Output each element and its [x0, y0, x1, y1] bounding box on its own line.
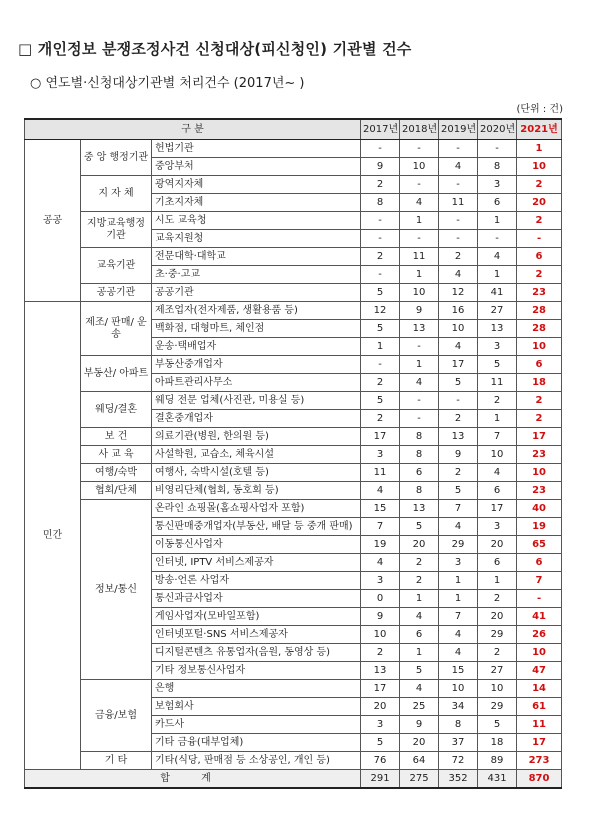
item-cell: 결혼중개업자 [152, 410, 361, 428]
unit-label: (단위 : 건) [516, 104, 563, 115]
value-cell: 1 [400, 266, 439, 284]
value-cell: 9 [439, 446, 478, 464]
value-cell-current-year: 17 [517, 734, 562, 752]
value-cell: 1 [478, 410, 517, 428]
value-cell: 7 [478, 428, 517, 446]
value-cell: 11 [400, 248, 439, 266]
value-cell: 27 [478, 302, 517, 320]
table-row [25, 446, 562, 464]
value-cell-current-year: 10 [517, 338, 562, 356]
total-row [25, 770, 562, 789]
subcategory-cell: 기 타 [81, 752, 152, 770]
value-cell: 9 [400, 302, 439, 320]
value-cell-current-year: 7 [517, 572, 562, 590]
value-cell: 3 [478, 518, 517, 536]
value-cell: 3 [478, 176, 517, 194]
item-cell: 광역지자체 [152, 176, 361, 194]
value-cell-current-year: 273 [517, 752, 562, 770]
item-cell: 인터넷, IPTV 서비스제공자 [152, 554, 361, 572]
item-cell: 부동산중개업자 [152, 356, 361, 374]
item-cell: 중앙부처 [152, 158, 361, 176]
value-cell: 15 [361, 500, 400, 518]
value-cell-current-year: 28 [517, 302, 562, 320]
value-cell: 18 [478, 734, 517, 752]
value-cell-current-year: 14 [517, 680, 562, 698]
table-row [25, 500, 562, 518]
item-cell: 기타(식당, 판매점 등 소상공인, 개인 등) [152, 752, 361, 770]
value-cell: - [400, 392, 439, 410]
value-cell: - [439, 176, 478, 194]
value-cell: 9 [400, 716, 439, 734]
value-cell: 2 [361, 248, 400, 266]
item-cell: 시도 교육청 [152, 212, 361, 230]
value-cell-current-year: 20 [517, 194, 562, 212]
value-cell-current-year: 23 [517, 284, 562, 302]
value-cell: 4 [400, 374, 439, 392]
item-cell: 헌법기관 [152, 140, 361, 158]
item-cell: 카드사 [152, 716, 361, 734]
value-cell: 12 [439, 284, 478, 302]
value-cell: 5 [439, 482, 478, 500]
value-cell: 13 [361, 662, 400, 680]
value-cell: 4 [361, 554, 400, 572]
table-row [25, 464, 562, 482]
subcategory-cell: 교육기관 [81, 248, 152, 284]
value-cell: 1 [400, 644, 439, 662]
table-row [25, 680, 562, 698]
value-cell: 17 [361, 680, 400, 698]
page-title: □ 개인정보 분쟁조정사건 신청대상(피신청인) 기관별 건수 [18, 40, 412, 58]
item-cell: 이동통신사업자 [152, 536, 361, 554]
value-cell-current-year: 65 [517, 536, 562, 554]
total-value: 431 [478, 770, 517, 789]
item-cell: 사설학원, 교습소, 체육시설 [152, 446, 361, 464]
value-cell: 20 [478, 536, 517, 554]
subcategory-cell: 금융/보험 [81, 680, 152, 752]
value-cell: 72 [439, 752, 478, 770]
value-cell: - [439, 230, 478, 248]
subcategory-cell: 지 자 체 [81, 176, 152, 212]
value-cell: 0 [361, 590, 400, 608]
value-cell-current-year: 28 [517, 320, 562, 338]
value-cell-current-year: 23 [517, 446, 562, 464]
value-cell: 13 [478, 320, 517, 338]
value-cell: 12 [361, 302, 400, 320]
value-cell-current-year: 11 [517, 716, 562, 734]
subcategory-cell: 제조/ 판매/ 운송 [81, 302, 152, 356]
value-cell: 7 [439, 500, 478, 518]
value-cell: 4 [478, 464, 517, 482]
value-cell: 16 [439, 302, 478, 320]
item-cell: 비영리단체(협회, 동호회 등) [152, 482, 361, 500]
item-cell: 운송·택배업자 [152, 338, 361, 356]
value-cell: 6 [478, 482, 517, 500]
value-cell: 10 [439, 320, 478, 338]
value-cell: 3 [439, 554, 478, 572]
table-row [25, 176, 562, 194]
item-cell: 여행사, 숙박시설(호텔 등) [152, 464, 361, 482]
header-year: 2017년 [361, 119, 400, 140]
value-cell: - [478, 140, 517, 158]
value-cell: 10 [361, 626, 400, 644]
value-cell-current-year: 19 [517, 518, 562, 536]
value-cell: 27 [478, 662, 517, 680]
value-cell-current-year: 23 [517, 482, 562, 500]
value-cell: 4 [439, 518, 478, 536]
value-cell: 17 [439, 356, 478, 374]
value-cell: 2 [478, 590, 517, 608]
table-row [25, 356, 562, 374]
value-cell: 3 [478, 338, 517, 356]
value-cell-current-year: 61 [517, 698, 562, 716]
value-cell-current-year: 6 [517, 356, 562, 374]
group-cell: 공공 [25, 140, 81, 302]
value-cell: 8 [478, 158, 517, 176]
subcategory-cell: 중 앙 행정기관 [81, 140, 152, 176]
total-label: 합 계 [25, 770, 361, 789]
value-cell: 13 [400, 320, 439, 338]
subcategory-cell: 웨딩/결혼 [81, 392, 152, 428]
value-cell: 5 [361, 320, 400, 338]
value-cell-current-year: 18 [517, 374, 562, 392]
value-cell: 11 [478, 374, 517, 392]
value-cell-current-year: 47 [517, 662, 562, 680]
value-cell: 20 [400, 536, 439, 554]
value-cell: 3 [361, 572, 400, 590]
value-cell: 19 [361, 536, 400, 554]
value-cell: 4 [361, 482, 400, 500]
table-row [25, 302, 562, 320]
header-year-current: 2021년 [517, 119, 562, 140]
value-cell: 15 [439, 662, 478, 680]
value-cell: 10 [400, 158, 439, 176]
table-row [25, 212, 562, 230]
value-cell: 2 [361, 644, 400, 662]
table-row [25, 140, 562, 158]
value-cell: 6 [400, 464, 439, 482]
value-cell: 1 [478, 212, 517, 230]
table-row [25, 752, 562, 770]
value-cell-current-year: - [517, 590, 562, 608]
header-year: 2018년 [400, 119, 439, 140]
value-cell: 10 [478, 446, 517, 464]
item-cell: 초·중·고교 [152, 266, 361, 284]
value-cell: 3 [361, 446, 400, 464]
total-value-current: 870 [517, 770, 562, 789]
value-cell: 41 [478, 284, 517, 302]
value-cell: 29 [478, 698, 517, 716]
value-cell: 5 [478, 356, 517, 374]
table-row [25, 392, 562, 410]
value-cell: 4 [439, 626, 478, 644]
value-cell: 2 [478, 644, 517, 662]
cases-by-organization-table [24, 118, 562, 789]
value-cell: 29 [439, 536, 478, 554]
value-cell: 2 [400, 554, 439, 572]
item-cell: 인터넷포털·SNS 서비스제공자 [152, 626, 361, 644]
value-cell-current-year: 17 [517, 428, 562, 446]
value-cell: 5 [400, 518, 439, 536]
value-cell-current-year: 2 [517, 176, 562, 194]
total-value: 291 [361, 770, 400, 789]
value-cell-current-year: 2 [517, 392, 562, 410]
value-cell: - [361, 356, 400, 374]
value-cell: 5 [439, 374, 478, 392]
value-cell: 2 [439, 248, 478, 266]
value-cell: 2 [439, 410, 478, 428]
item-cell: 은행 [152, 680, 361, 698]
value-cell: 6 [478, 554, 517, 572]
value-cell: 10 [439, 680, 478, 698]
item-cell: 제조업자(전자제품, 생활용품 등) [152, 302, 361, 320]
item-cell: 교육지원청 [152, 230, 361, 248]
value-cell: 13 [439, 428, 478, 446]
value-cell: 34 [439, 698, 478, 716]
header-year: 2020년 [478, 119, 517, 140]
value-cell: 5 [361, 392, 400, 410]
value-cell: 3 [361, 716, 400, 734]
value-cell: 1 [361, 338, 400, 356]
value-cell-current-year: 2 [517, 212, 562, 230]
item-cell: 기타 금융(대부업체) [152, 734, 361, 752]
value-cell: 2 [478, 392, 517, 410]
section-subtitle: ○ 연도별·신청대상기관별 처리건수 (2017년~ ) [30, 76, 305, 91]
value-cell: - [439, 212, 478, 230]
value-cell: - [361, 230, 400, 248]
value-cell-current-year: 6 [517, 248, 562, 266]
subcategory-cell: 사 교 육 [81, 446, 152, 464]
value-cell: - [400, 176, 439, 194]
value-cell: 89 [478, 752, 517, 770]
item-cell: 통신판매중개업자(부동산, 배달 등 중개 판매) [152, 518, 361, 536]
value-cell: 8 [439, 716, 478, 734]
value-cell: 7 [439, 608, 478, 626]
value-cell-current-year: 41 [517, 608, 562, 626]
item-cell: 게임사업자(모바일포함) [152, 608, 361, 626]
value-cell: - [439, 392, 478, 410]
value-cell: 8 [400, 428, 439, 446]
subcategory-cell: 부동산/ 아파트 [81, 356, 152, 392]
table-row [25, 428, 562, 446]
item-cell: 온라인 쇼핑몰(홈쇼핑사업자 포함) [152, 500, 361, 518]
item-cell: 통신과금사업자 [152, 590, 361, 608]
value-cell: 4 [439, 644, 478, 662]
value-cell-current-year: 2 [517, 410, 562, 428]
value-cell: - [400, 140, 439, 158]
value-cell-current-year: 6 [517, 554, 562, 572]
value-cell: 25 [400, 698, 439, 716]
value-cell-current-year: 10 [517, 158, 562, 176]
value-cell: 20 [400, 734, 439, 752]
value-cell: 4 [400, 194, 439, 212]
value-cell: 11 [361, 464, 400, 482]
item-cell: 보험회사 [152, 698, 361, 716]
item-cell: 기초지자체 [152, 194, 361, 212]
value-cell: 9 [361, 608, 400, 626]
value-cell: 2 [439, 464, 478, 482]
value-cell: - [361, 266, 400, 284]
value-cell: 8 [400, 446, 439, 464]
value-cell: 64 [400, 752, 439, 770]
header-category: 구 분 [25, 119, 361, 140]
value-cell: 20 [478, 608, 517, 626]
value-cell: 5 [361, 284, 400, 302]
item-cell: 웨딩 전문 업체(사진관, 미용실 등) [152, 392, 361, 410]
value-cell-current-year: 10 [517, 464, 562, 482]
value-cell: 1 [439, 590, 478, 608]
value-cell: 7 [361, 518, 400, 536]
subcategory-cell: 여행/숙박 [81, 464, 152, 482]
value-cell: 4 [439, 338, 478, 356]
total-value: 352 [439, 770, 478, 789]
value-cell: 4 [400, 608, 439, 626]
value-cell: - [439, 140, 478, 158]
value-cell: 1 [478, 266, 517, 284]
value-cell-current-year: 40 [517, 500, 562, 518]
item-cell: 공공기관 [152, 284, 361, 302]
value-cell: 1 [439, 572, 478, 590]
value-cell: 8 [361, 194, 400, 212]
value-cell-current-year: 26 [517, 626, 562, 644]
value-cell: 2 [361, 410, 400, 428]
value-cell: 5 [361, 734, 400, 752]
value-cell: 13 [400, 500, 439, 518]
value-cell: 17 [361, 428, 400, 446]
value-cell: 10 [400, 284, 439, 302]
table-header-row [25, 119, 562, 140]
value-cell-current-year: 1 [517, 140, 562, 158]
value-cell: 2 [361, 374, 400, 392]
item-cell: 기타 정보통신사업자 [152, 662, 361, 680]
value-cell: 4 [400, 680, 439, 698]
subcategory-cell: 지방교육행정기관 [81, 212, 152, 248]
value-cell: 1 [478, 572, 517, 590]
value-cell: 1 [400, 590, 439, 608]
value-cell: 6 [478, 194, 517, 212]
value-cell: 5 [400, 662, 439, 680]
item-cell: 아파트관리사무소 [152, 374, 361, 392]
header-year: 2019년 [439, 119, 478, 140]
value-cell: 11 [439, 194, 478, 212]
item-cell: 방송·언론 사업자 [152, 572, 361, 590]
value-cell: - [400, 230, 439, 248]
subcategory-cell: 공공기관 [81, 284, 152, 302]
value-cell: - [361, 212, 400, 230]
value-cell: 8 [400, 482, 439, 500]
value-cell: 10 [478, 680, 517, 698]
value-cell: 6 [400, 626, 439, 644]
value-cell: 4 [439, 266, 478, 284]
item-cell: 의료기관(병원, 한의원 등) [152, 428, 361, 446]
value-cell: 37 [439, 734, 478, 752]
table-row [25, 248, 562, 266]
value-cell-current-year: 2 [517, 266, 562, 284]
value-cell: - [400, 338, 439, 356]
group-cell: 민간 [25, 302, 81, 770]
item-cell: 백화점, 대형마트, 체인점 [152, 320, 361, 338]
subcategory-cell: 정보/통신 [81, 500, 152, 680]
value-cell: 2 [400, 572, 439, 590]
value-cell: 9 [361, 158, 400, 176]
value-cell: 4 [439, 158, 478, 176]
item-cell: 디지털콘텐츠 유통업자(음원, 동영상 등) [152, 644, 361, 662]
value-cell: 29 [478, 626, 517, 644]
value-cell: - [361, 140, 400, 158]
total-value: 275 [400, 770, 439, 789]
value-cell: 20 [361, 698, 400, 716]
value-cell: 76 [361, 752, 400, 770]
subcategory-cell: 보 건 [81, 428, 152, 446]
value-cell: 4 [478, 248, 517, 266]
value-cell: - [478, 230, 517, 248]
table-row [25, 284, 562, 302]
value-cell: - [400, 410, 439, 428]
value-cell: 1 [400, 356, 439, 374]
value-cell: 17 [478, 500, 517, 518]
value-cell: 2 [361, 176, 400, 194]
table-row [25, 482, 562, 500]
item-cell: 전문대학·대학교 [152, 248, 361, 266]
subcategory-cell: 협회/단체 [81, 482, 152, 500]
value-cell-current-year: 10 [517, 644, 562, 662]
value-cell: 1 [400, 212, 439, 230]
value-cell-current-year: - [517, 230, 562, 248]
value-cell: 5 [478, 716, 517, 734]
